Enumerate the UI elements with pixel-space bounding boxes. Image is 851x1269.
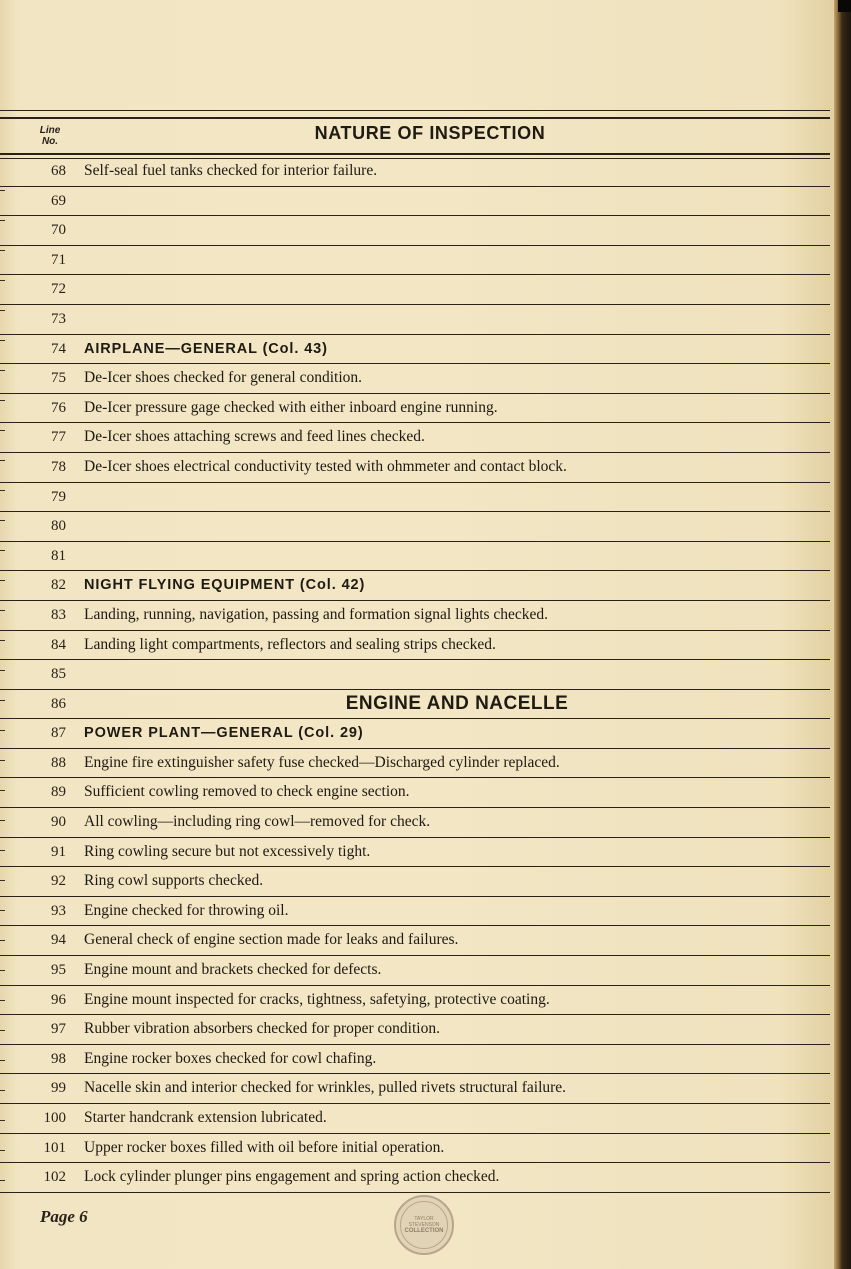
line-number: 82	[51, 577, 66, 594]
table-row	[0, 335, 830, 365]
inspection-item: All cowling—including ring cowl—removed for check.	[84, 813, 431, 831]
inspection-item: Ring cowling secure but not excessively tight.	[84, 842, 371, 860]
line-number: 93	[51, 902, 66, 919]
inspection-item: Engine rocker boxes checked for cowl chafing.	[84, 1049, 377, 1067]
line-number: 73	[51, 310, 66, 327]
section-heading: NIGHT FLYING EQUIPMENT (Col. 42)	[84, 577, 366, 594]
table-row	[0, 986, 830, 1016]
table-row	[0, 1104, 830, 1134]
line-number: 91	[51, 843, 66, 860]
line-number: 96	[51, 991, 66, 1008]
line-number: 99	[51, 1080, 66, 1097]
line-number: 88	[51, 754, 66, 771]
line-number: 83	[51, 606, 66, 623]
table-row	[0, 216, 830, 246]
inspection-item: Upper rocker boxes filled with oil before initial operation.	[84, 1138, 445, 1156]
table-row	[0, 631, 830, 661]
page-number: Page 6	[40, 1207, 88, 1226]
inspection-table	[0, 157, 830, 1193]
inspection-item: Engine fire extinguisher safety fuse checked—Discharged cylinder replaced.	[84, 753, 560, 771]
line-number: 74	[51, 340, 66, 357]
table-row	[0, 246, 830, 276]
line-number: 81	[51, 547, 66, 564]
nature-of-inspection-header: NATURE OF INSPECTION	[314, 123, 546, 143]
table-row	[0, 423, 830, 453]
table-row	[0, 956, 830, 986]
line-number: 69	[51, 192, 66, 209]
inspection-item: Lock cylinder plunger pins engagement and spring action checked.	[84, 1168, 500, 1186]
line-number: 75	[51, 370, 66, 387]
table-row	[0, 838, 830, 868]
table-row	[0, 867, 830, 897]
line-number: 72	[51, 281, 66, 298]
inspection-item: Nacelle skin and interior checked for wrinkles, pulled rivets structural failure.	[84, 1079, 567, 1097]
table-row	[0, 453, 830, 483]
line-number: 84	[51, 636, 66, 653]
line-number: 90	[51, 814, 66, 831]
table-row	[0, 275, 830, 305]
inspection-item: Engine mount inspected for cracks, tightness, safetying, protective coating.	[84, 990, 550, 1008]
table-row	[0, 542, 830, 572]
table-row	[0, 926, 830, 956]
inspection-item: Landing light compartments, reflectors and sealing strips checked.	[84, 635, 496, 653]
table-header	[0, 117, 830, 153]
inspection-item: Engine checked for throwing oil.	[84, 901, 289, 919]
line-number: 71	[51, 251, 66, 268]
collection-seal: TAYLOR STEVENSON COLLECTION	[394, 1195, 454, 1255]
line-number: 77	[51, 429, 66, 446]
line-number: 70	[51, 222, 66, 239]
line-number: 101	[43, 1139, 66, 1156]
table-row	[0, 483, 830, 513]
line-number: 78	[51, 458, 66, 475]
line-number: 76	[51, 399, 66, 416]
table-row	[0, 512, 830, 542]
inspection-item: Rubber vibration absorbers checked for proper condition.	[84, 1020, 440, 1038]
line-number: 86	[51, 695, 66, 712]
inspection-item: Ring cowl supports checked.	[84, 872, 264, 890]
line-number: 94	[51, 932, 66, 949]
major-section-heading: ENGINE AND NACELLE	[345, 692, 569, 714]
table-row	[0, 660, 830, 690]
header-rule	[0, 153, 830, 155]
table-row	[0, 187, 830, 217]
table-row	[0, 690, 830, 720]
line-number: 89	[51, 784, 66, 801]
table-row	[0, 778, 830, 808]
line-number: 87	[51, 725, 66, 742]
page-binding	[834, 0, 851, 1269]
line-number: 97	[51, 1021, 66, 1038]
inspection-item: De-Icer pressure gage checked with either inboard engine running.	[84, 398, 498, 416]
table-row	[0, 1074, 830, 1104]
table-row	[0, 364, 830, 394]
inspection-item: Starter handcrank extension lubricated.	[84, 1109, 327, 1126]
table-row	[0, 1015, 830, 1045]
line-number: 92	[51, 873, 66, 890]
inspection-item: De-Icer shoes attaching screws and feed lines checked.	[84, 428, 425, 446]
inspection-item: De-Icer shoes checked for general condition.	[84, 369, 363, 387]
line-number: 80	[51, 518, 66, 535]
inspection-item: General check of engine section made for leaks and failures.	[84, 931, 459, 949]
inspection-item: Sufficient cowling removed to check engine section.	[84, 783, 410, 801]
table-row	[0, 305, 830, 335]
table-row	[0, 1134, 830, 1164]
table-row	[0, 1045, 830, 1075]
line-number: 85	[51, 666, 66, 683]
line-number: 68	[51, 163, 66, 179]
line-number: 102	[43, 1169, 66, 1186]
line-number: 98	[51, 1050, 66, 1067]
table-row	[0, 157, 830, 187]
table-row	[0, 601, 830, 631]
section-heading: POWER PLANT—GENERAL (Col. 29)	[84, 725, 364, 742]
inspection-item: Engine mount and brackets checked for defects.	[84, 961, 382, 979]
section-heading: AIRPLANE—GENERAL (Col. 43)	[84, 340, 328, 357]
table-row	[0, 394, 830, 424]
inspection-item: Self-seal fuel tanks checked for interior failure.	[84, 162, 378, 179]
line-number-header: Line No.	[39, 125, 61, 147]
line-number: 100	[43, 1110, 66, 1126]
inspection-item: Landing, running, navigation, passing and formation signal lights checked.	[84, 605, 549, 623]
table-row	[0, 808, 830, 838]
table-row	[0, 571, 830, 601]
table-row	[0, 897, 830, 927]
table-row	[0, 719, 830, 749]
line-number: 79	[51, 488, 66, 505]
table-row	[0, 749, 830, 779]
table-row	[0, 1163, 830, 1193]
inspection-item: De-Icer shoes electrical conductivity tested with ohmmeter and contact block.	[84, 457, 567, 475]
line-number: 95	[51, 962, 66, 979]
